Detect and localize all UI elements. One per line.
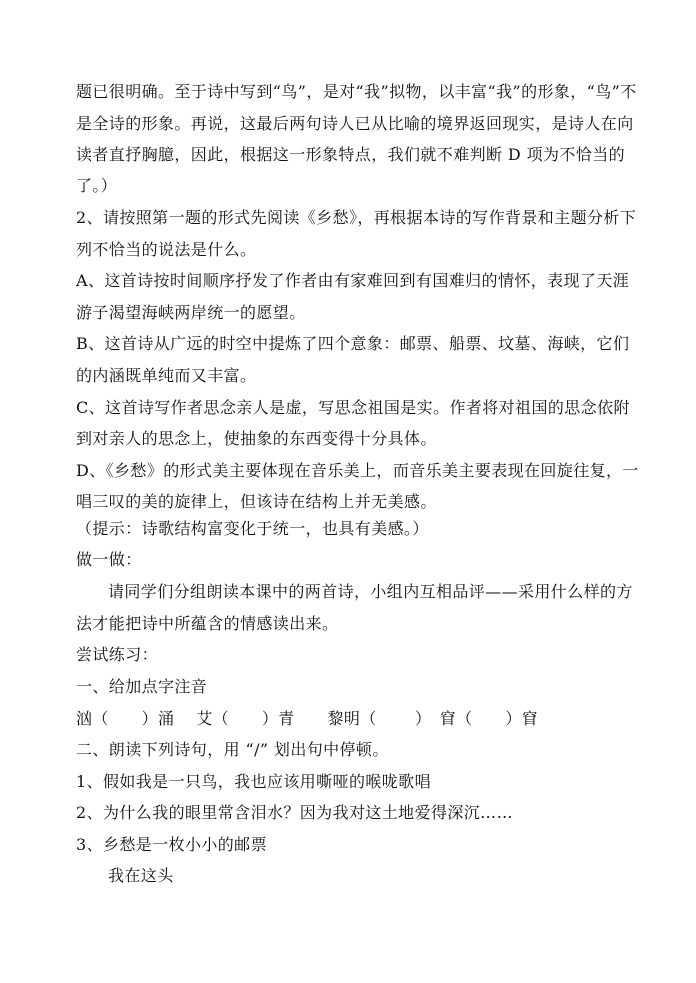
section-heading: 尝试练习： bbox=[76, 645, 159, 664]
activity-line: 法才能把诗中所蕴含的情感读出来。 bbox=[76, 614, 339, 633]
option-b-line: B、这首诗从广远的时空中提炼了四个意象：邮票、船票、坟墓、海峡，它们 bbox=[76, 334, 630, 353]
question-2-line: 2、请按照第一题的形式先阅读《乡愁》，再根据本诗的写作背景和主题分析下 bbox=[76, 208, 637, 227]
option-b-line: 的内涵既单纯而又丰富。 bbox=[76, 366, 257, 385]
poem-line: 2、为什么我的眼里常含泪水？因为我对这土地爱得深沉…… bbox=[76, 803, 513, 822]
poem-line: 3、乡愁是一枚小小的邮票 bbox=[76, 835, 267, 854]
paragraph-line: 了。） bbox=[76, 176, 118, 195]
paragraph-line: 是全诗的形象。再说，这最后两句诗人已从比喻的境界返回现实，是诗人在向 bbox=[76, 114, 634, 133]
option-d-line: D、《乡愁》的形式美主要体现在音乐美上，而音乐美主要表现在回旋往复，一 bbox=[76, 461, 639, 480]
exercise-heading: 二、朗读下列诗句，用 “/” 划出句中停顿。 bbox=[76, 740, 389, 759]
paragraph-line: 题已很明确。至于诗中写到“鸟”，是对“我”拟物，以丰富“我”的形象，“鸟”不 bbox=[76, 82, 637, 101]
option-c-line: C、这首诗写作者思念亲人是虚，写思念祖国是实。作者将对祖国的思念依附 bbox=[76, 398, 630, 417]
poem-line: 1、假如我是一只鸟，我也应该用嘶哑的喉咙歌唱 bbox=[76, 772, 431, 791]
section-heading: 做一做： bbox=[76, 550, 142, 569]
option-a-line: A、这首诗按时间顺序抒发了作者由有家难回到有国难归的情怀，表现了天涯 bbox=[76, 271, 630, 290]
question-2-line: 列不恰当的说法是什么。 bbox=[76, 240, 257, 259]
option-a-line: 游子渴望海峡两岸统一的愿望。 bbox=[76, 303, 306, 322]
paragraph-line: 读者直抒胸臆，因此，根据这一形象特点，我们就不难判断 D 项为不恰当的 bbox=[76, 145, 626, 164]
poem-line: 我在这头 bbox=[108, 866, 174, 885]
exercise-heading: 一、给加点字注音 bbox=[76, 677, 208, 696]
hint-line: （提示：诗歌结构富变化于统一，也具有美感。） bbox=[76, 519, 429, 538]
activity-line: 请同学们分组朗读本课中的两首诗，小组内互相品评——采用什么样的方 bbox=[108, 582, 633, 601]
option-c-line: 到对亲人的思念上，使抽象的东西变得十分具体。 bbox=[76, 429, 437, 448]
pinyin-blanks-line: 汹（ ）涌 艾（ ）青 黎明（ ） 窅（ ）窅 bbox=[76, 709, 539, 728]
option-d-line: 唱三叹的美的旋律上，但该诗在结构上并无美感。 bbox=[76, 492, 437, 511]
